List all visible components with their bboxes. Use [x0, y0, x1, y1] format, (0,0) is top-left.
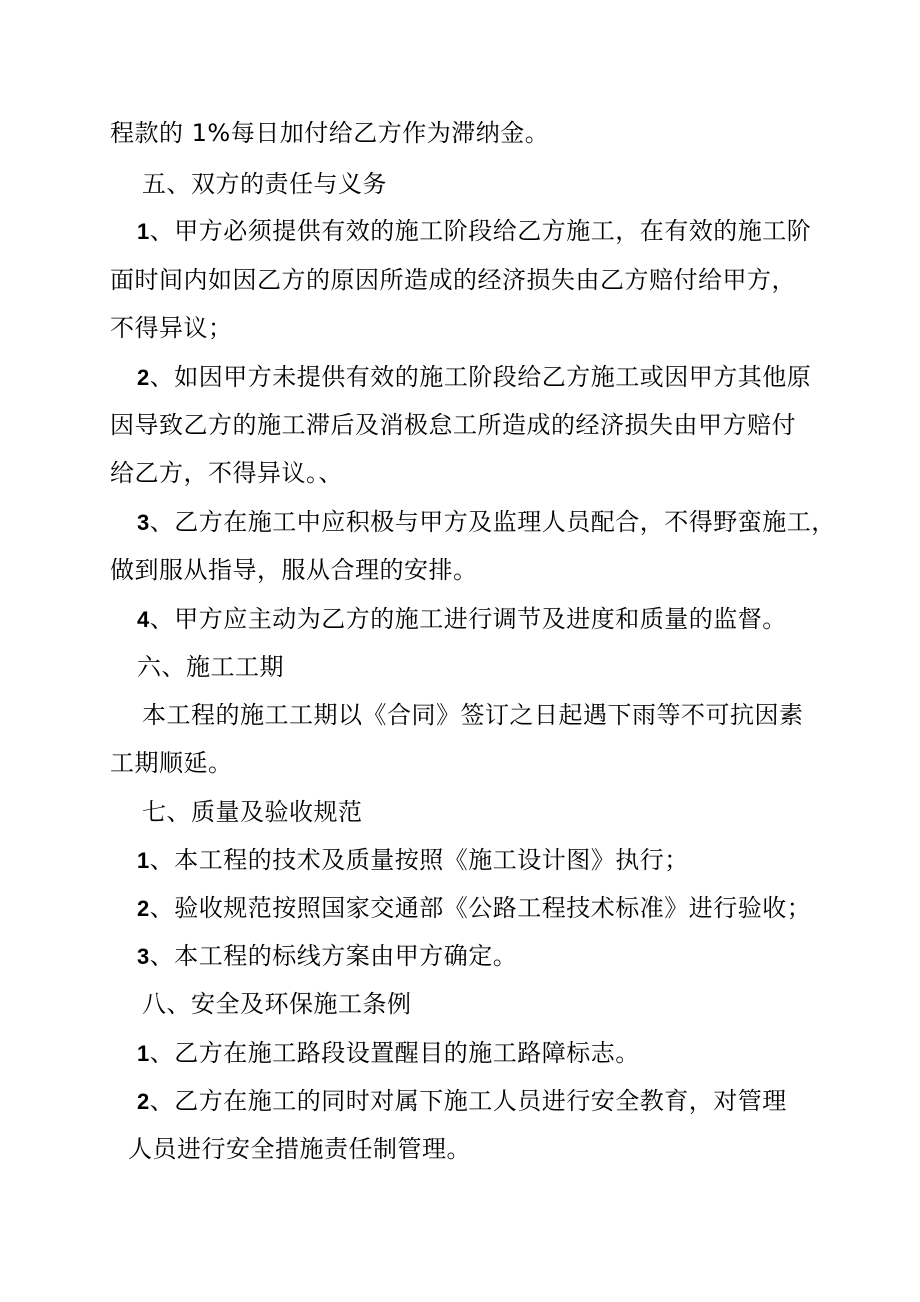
- text-line-6: 2、如因甲方未提供有效的施工阶段给乙方施工或因甲方其他原: [137, 363, 812, 391]
- text-line-3: 1、甲方必须提供有效的施工阶段给乙方施工，在有效的施工阶: [137, 217, 812, 245]
- section-heading-6: 六、施工工期: [137, 653, 284, 681]
- section-heading-7: 七、质量及验收规范: [142, 798, 363, 826]
- section-heading-8: 八、安全及环保施工条例: [142, 990, 412, 1018]
- section-heading-5: 五、双方的责任与义务: [142, 170, 387, 198]
- text-line-10: 做到服从指导，服从合理的安排。: [110, 556, 478, 584]
- text-line-21: 2、乙方在施工的同时对属下施工人员进行安全教育，对管理: [137, 1087, 787, 1115]
- text-line-18: 3、本工程的标线方案由甲方确定。: [137, 942, 518, 970]
- item-number: 3: [137, 510, 150, 535]
- item-number: 1: [137, 1041, 150, 1066]
- text-line-4: 面时间内如因乙方的原因所造成的经济损失由乙方赔付给甲方，: [110, 266, 796, 294]
- item-number: 1: [137, 219, 150, 244]
- item-number: 2: [137, 1089, 150, 1114]
- text-line-5: 不得异议；: [110, 314, 233, 342]
- text-line-14: 工期顺延。: [110, 749, 233, 777]
- text-line-22: 人员进行安全措施责任制管理。: [128, 1135, 471, 1163]
- item-number: 1: [137, 848, 150, 873]
- item-number: 2: [137, 365, 150, 390]
- text-line-13: 本工程的施工工期以《合同》签订之日起遇下雨等不可抗因素: [142, 701, 804, 729]
- text-line-9: 3、乙方在施工中应积极与甲方及监理人员配合，不得野蛮施工，: [137, 508, 836, 536]
- item-number: 2: [137, 896, 150, 921]
- text-line-8: 给乙方，不得异议。、: [110, 459, 343, 487]
- item-number: 4: [137, 607, 150, 632]
- text-line-16: 1、本工程的技术及质量按照《施工设计图》执行；: [137, 846, 689, 874]
- text-line-20: 1、乙方在施工路段设置醒目的施工路障标志。: [137, 1039, 640, 1067]
- item-number: 3: [137, 944, 150, 969]
- text-line-11: 4、甲方应主动为乙方的施工进行调节及进度和质量的监督。: [137, 605, 787, 633]
- text-line-17: 2、验收规范按照国家交通部《公路工程技术标准》进行验收；: [137, 894, 812, 922]
- text-line-1: 程款的 1%每日加付给乙方作为滞纳金。: [110, 119, 550, 147]
- text-line-7: 因导致乙方的施工滞后及消极怠工所造成的经济损失由甲方赔付: [110, 411, 796, 439]
